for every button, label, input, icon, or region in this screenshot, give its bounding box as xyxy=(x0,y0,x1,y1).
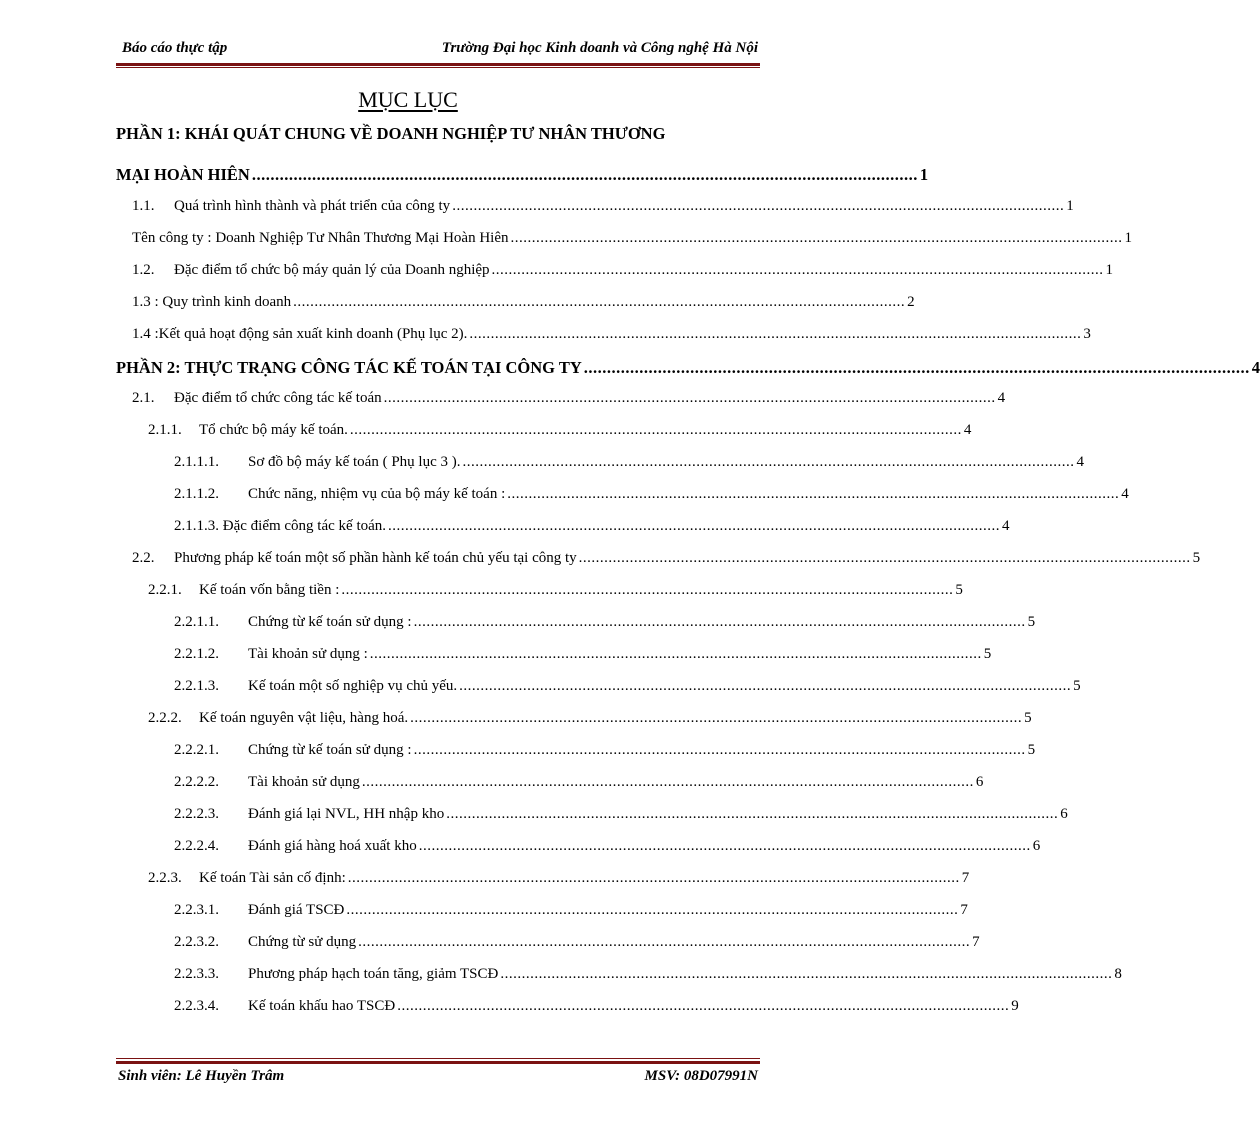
toc-entry[interactable] xyxy=(0,992,1019,1022)
toc-entry-text: 1.3 : Quy trình kinh doanh xyxy=(132,294,292,310)
toc-entry-text: Kế toán một số nghiệp vụ chủ yếu. xyxy=(248,678,458,694)
toc-entry-number: 1.2. xyxy=(132,262,155,278)
toc-entry[interactable] xyxy=(0,192,1074,222)
toc-entry[interactable] xyxy=(0,288,915,318)
toc-entry-text: Phương pháp kế toán một số phần hành kế toán chủ yếu tại công ty xyxy=(174,550,577,566)
toc-entry[interactable] xyxy=(0,480,1129,510)
toc-entry-number: 2.1.1.2. xyxy=(174,486,219,502)
toc-entry-page: 6 xyxy=(1060,806,1068,822)
toc-entry-page: 4 xyxy=(963,422,972,438)
toc-entry-line: Đánh giá hàng hoá xuất kho ................................................................................................................................................ 6 xyxy=(248,838,1041,854)
toc-entry[interactable] xyxy=(0,864,970,894)
toc-entry[interactable] xyxy=(0,384,1006,414)
toc-entry-text: Chứng từ kế toán sử dụng : xyxy=(248,614,412,630)
toc-entry-line: Đặc điểm tổ chức bộ máy quản lý của Doanh nghiệp ................................................................................................................................................ 1 xyxy=(174,262,1114,278)
toc-entry-text: Tổ chức bộ máy kế toán. xyxy=(199,422,348,438)
toc-entry[interactable] xyxy=(0,544,1201,574)
footer-rule-thick xyxy=(116,1061,760,1064)
toc-entry-number: 2.1.1. xyxy=(148,422,182,438)
toc-entry-page: 3 xyxy=(1083,326,1091,342)
toc-entry-line: Chứng từ kế toán sử dụng : ................................................................................................................................................ 5 xyxy=(248,614,1036,630)
toc-entry-number: 2.1. xyxy=(132,390,155,406)
toc-part1-heading: PHẦN 1: KHÁI QUÁT CHUNG VỀ DOANH NGHIỆP TƯ NHÂN THƯƠNG xyxy=(116,124,666,143)
toc-entry-line: Đặc điểm tổ chức công tác kế toán ................................................................................................................................................ 4 xyxy=(174,390,1006,406)
toc-entry-line: Tổ chức bộ máy kế toán. ................................................................................................................................................ 4 xyxy=(199,422,972,438)
toc-entry-number: 2.2.1. xyxy=(148,582,182,598)
toc-entry-line: Kế toán Tài sản cố định: ................................................................................................................................................ 7 xyxy=(199,870,970,886)
toc-entry[interactable] xyxy=(0,320,1091,350)
toc-entry[interactable] xyxy=(0,768,984,798)
toc-entry-text: Phương pháp hạch toán tăng, giảm TSCĐ xyxy=(248,966,499,982)
header-left-text: Báo cáo thực tập xyxy=(122,40,228,56)
footer-student-name: Sinh viên: Lê Huyền Trâm xyxy=(118,1068,285,1084)
toc-entry-text: Đánh giá TSCĐ xyxy=(248,902,345,918)
header-rule-thin xyxy=(116,67,760,68)
toc-entry-number: 2.2.3.2. xyxy=(174,934,219,950)
toc-entry-page: 5 xyxy=(1027,742,1036,758)
toc-entry[interactable] xyxy=(0,800,1068,830)
toc-entry-line: 1.4 :Kết quả hoạt động sản xuất kinh doanh (Phụ lục 2). ................................................................................................................................................ 3 xyxy=(132,326,1091,342)
toc-entry[interactable] xyxy=(0,448,1084,478)
toc-entry-page: 8 xyxy=(1114,966,1122,982)
toc-entry-line: Phương pháp hạch toán tăng, giảm TSCĐ ................................................................................................................................................ 8 xyxy=(248,966,1122,982)
toc-entry[interactable] xyxy=(0,672,1081,702)
toc-entry-line: 2.1.1.3. Đặc điểm công tác kế toán. ................................................................................................................................................ 4 xyxy=(174,518,1010,534)
toc-entry[interactable] xyxy=(0,256,1114,286)
toc-entry-page: 4 xyxy=(997,390,1006,406)
toc-entry-number: 2.2.2.4. xyxy=(174,838,219,854)
toc-entry-line: Tên công ty : Doanh Nghiệp Tư Nhân Thương Mại Hoàn Hiên ................................................................................................................................................ 1 xyxy=(132,230,1132,246)
toc-entry-page: 5 xyxy=(983,646,992,662)
toc-entry-number: 2.2.1.1. xyxy=(174,614,219,630)
toc-entry-page: 7 xyxy=(961,870,970,886)
toc-entry-line: Quá trình hình thành và phát triển của công ty ................................................................................................................................................ 1 xyxy=(174,198,1074,214)
toc-entry-text: Tài khoản sử dụng xyxy=(248,774,360,790)
toc-entry-line: Tài khoản sử dụng ................................................................................................................................................ 6 xyxy=(248,774,984,790)
toc-entry[interactable] xyxy=(0,416,972,446)
toc-entry-page: 2 xyxy=(907,294,915,310)
toc-entry[interactable] xyxy=(0,159,929,189)
toc-entry-page: 4 xyxy=(1251,358,1260,377)
toc-entry-line: Tài khoản sử dụng : ................................................................................................................................................ 5 xyxy=(248,646,992,662)
toc-entry-page: 5 xyxy=(1192,550,1201,566)
toc-entry-text: PHẦN 2: THỰC TRẠNG CÔNG TÁC KẾ TOÁN TẠI CÔNG TY xyxy=(116,358,582,377)
toc-entry-page: 1 xyxy=(1105,262,1114,278)
toc-entry-text: Đặc điểm tổ chức công tác kế toán xyxy=(174,390,382,406)
toc-entry-page: 4 xyxy=(1002,518,1010,534)
toc-entry-page: 5 xyxy=(1024,710,1032,726)
toc-entry[interactable] xyxy=(0,928,980,958)
toc-entry[interactable] xyxy=(0,576,963,606)
page-footer xyxy=(118,1068,758,1090)
toc-entry-text: Kế toán nguyên vật liệu, hàng hoá. xyxy=(199,710,409,726)
toc-entry-page: 9 xyxy=(1011,998,1019,1014)
toc-entry-line: Chức năng, nhiệm vụ của bộ máy kế toán : ................................................................................................................................................ 4 xyxy=(248,486,1129,502)
toc-entry-number: 2.2.3.1. xyxy=(174,902,219,918)
toc-entry-page: 4 xyxy=(1121,486,1129,502)
toc-entry-line: Đánh giá TSCĐ ................................................................................................................................................ 7 xyxy=(248,902,968,918)
toc-entry-number: 2.2.1.3. xyxy=(174,678,219,694)
toc-entry-page: 4 xyxy=(1076,454,1084,470)
toc-entry[interactable] xyxy=(0,512,1010,542)
toc-entry-page: 1 xyxy=(919,165,929,184)
toc-entry-page: 5 xyxy=(955,582,963,598)
toc-entry-text: Đánh giá hàng hoá xuất kho xyxy=(248,838,417,854)
page-header xyxy=(118,40,758,62)
toc-entry-number: 2.2.3. xyxy=(148,870,182,886)
toc-entry-number: 2.2.2. xyxy=(148,710,182,726)
toc-entry[interactable] xyxy=(0,608,1036,638)
toc-entry-line: Kế toán khấu hao TSCĐ ................................................................................................................................................ 9 xyxy=(248,998,1019,1014)
toc-entry-line: 1.3 : Quy trình kinh doanh ................................................................................................................................................ 2 xyxy=(132,294,915,310)
toc-entry-page: 1 xyxy=(1066,198,1074,214)
toc-entry-number: 2.2.2.1. xyxy=(174,742,219,758)
toc-entry-line: Chứng từ sử dụng ................................................................................................................................................ 7 xyxy=(248,934,980,950)
toc-entry[interactable] xyxy=(0,896,968,926)
toc-entry-text: MẠI HOÀN HIÊN xyxy=(116,165,250,184)
toc-entry-line: PHẦN 2: THỰC TRẠNG CÔNG TÁC KẾ TOÁN TẠI CÔNG TY ................................................................................................................................................ 4 xyxy=(116,358,1260,377)
toc-entry-number: 2.2.2.3. xyxy=(174,806,219,822)
toc-entry-line: Kế toán vốn bằng tiền : ................................................................................................................................................ 5 xyxy=(199,582,963,598)
toc-entry-page: 7 xyxy=(960,902,968,918)
header-rule-thick xyxy=(116,63,760,66)
toc-entry-text: 1.4 :Kết quả hoạt động sản xuất kinh doanh (Phụ lục 2). xyxy=(132,326,468,342)
toc-entry-text: Chứng từ kế toán sử dụng : xyxy=(248,742,412,758)
toc-entry-text: Kế toán Tài sản cố định: xyxy=(199,870,346,886)
toc-entry-line: Kế toán nguyên vật liệu, hàng hoá. ................................................................................................................................................ 5 xyxy=(199,710,1032,726)
toc-entry-text: Chứng từ sử dụng xyxy=(248,934,357,950)
toc-entry[interactable] xyxy=(0,704,1032,734)
toc-entry-page: 5 xyxy=(1073,678,1081,694)
toc-entry[interactable] xyxy=(0,736,1036,766)
toc-entry[interactable] xyxy=(0,640,992,670)
toc-entry-page: 6 xyxy=(1032,838,1041,854)
page-title: MỤC LỤC xyxy=(358,87,458,112)
toc-entry-page: 6 xyxy=(975,774,984,790)
toc-entry-line: Phương pháp kế toán một số phần hành kế toán chủ yếu tại công ty ................................................................................................................................................ 5 xyxy=(174,550,1201,566)
toc-entry[interactable] xyxy=(0,832,1041,862)
toc-entry-text: Sơ đồ bộ máy kế toán ( Phụ lục 3 ). xyxy=(248,454,461,470)
toc-entry-line: Đánh giá lại NVL, HH nhập kho ................................................................................................................................................ 6 xyxy=(248,806,1068,822)
toc-entry[interactable] xyxy=(0,352,1260,382)
toc-entry-text: Chức năng, nhiệm vụ của bộ máy kế toán : xyxy=(248,486,506,502)
toc-entry-text: Tài khoản sử dụng : xyxy=(248,646,368,662)
toc-entry-number: 2.1.1.1. xyxy=(174,454,219,470)
toc-entry-text: Quá trình hình thành và phát triển của công ty xyxy=(174,198,451,214)
toc-entry-number: 2.2.3.4. xyxy=(174,998,219,1014)
toc-entry-line: MẠI HOÀN HIÊN ................................................................................................................................................ 1 xyxy=(116,165,929,184)
toc-entry-line: Kế toán một số nghiệp vụ chủ yếu. ................................................................................................................................................ 5 xyxy=(248,678,1081,694)
toc-entry-text: Đặc điểm tổ chức bộ máy quản lý của Doanh nghiệp xyxy=(174,262,490,278)
toc-entry[interactable] xyxy=(0,960,1122,990)
header-right-text: Trường Đại học Kinh doanh và Công nghệ Hà Nội xyxy=(441,40,758,56)
toc-entry-page: 1 xyxy=(1124,230,1132,246)
toc-entry-text: Đánh giá lại NVL, HH nhập kho xyxy=(248,806,445,822)
toc-entry[interactable] xyxy=(0,224,1132,254)
toc-entry-page: 5 xyxy=(1027,614,1036,630)
toc-entry-number: 2.2. xyxy=(132,550,155,566)
toc-entry-number: 2.2.3.3. xyxy=(174,966,219,982)
toc-entry-text: 2.1.1.3. Đặc điểm công tác kế toán. xyxy=(174,518,387,534)
toc-entry-text: Kế toán vốn bằng tiền : xyxy=(199,582,340,598)
toc-entry-number: 2.2.1.2. xyxy=(174,646,219,662)
toc-entry-number: 2.2.2.2. xyxy=(174,774,219,790)
footer-student-id: MSV: 08D07991N xyxy=(644,1068,758,1084)
toc-entry-line: Chứng từ kế toán sử dụng : ................................................................................................................................................ 5 xyxy=(248,742,1036,758)
toc-entry-text: Tên công ty : Doanh Nghiệp Tư Nhân Thương Mại Hoàn Hiên xyxy=(132,230,509,246)
toc-entry-text: Kế toán khấu hao TSCĐ xyxy=(248,998,396,1014)
toc-entry-line: Sơ đồ bộ máy kế toán ( Phụ lục 3 ). ................................................................................................................................................ 4 xyxy=(248,454,1084,470)
footer-rule-thin xyxy=(116,1058,760,1059)
toc-entry-number: 1.1. xyxy=(132,198,155,214)
toc-entry-page: 7 xyxy=(972,934,980,950)
